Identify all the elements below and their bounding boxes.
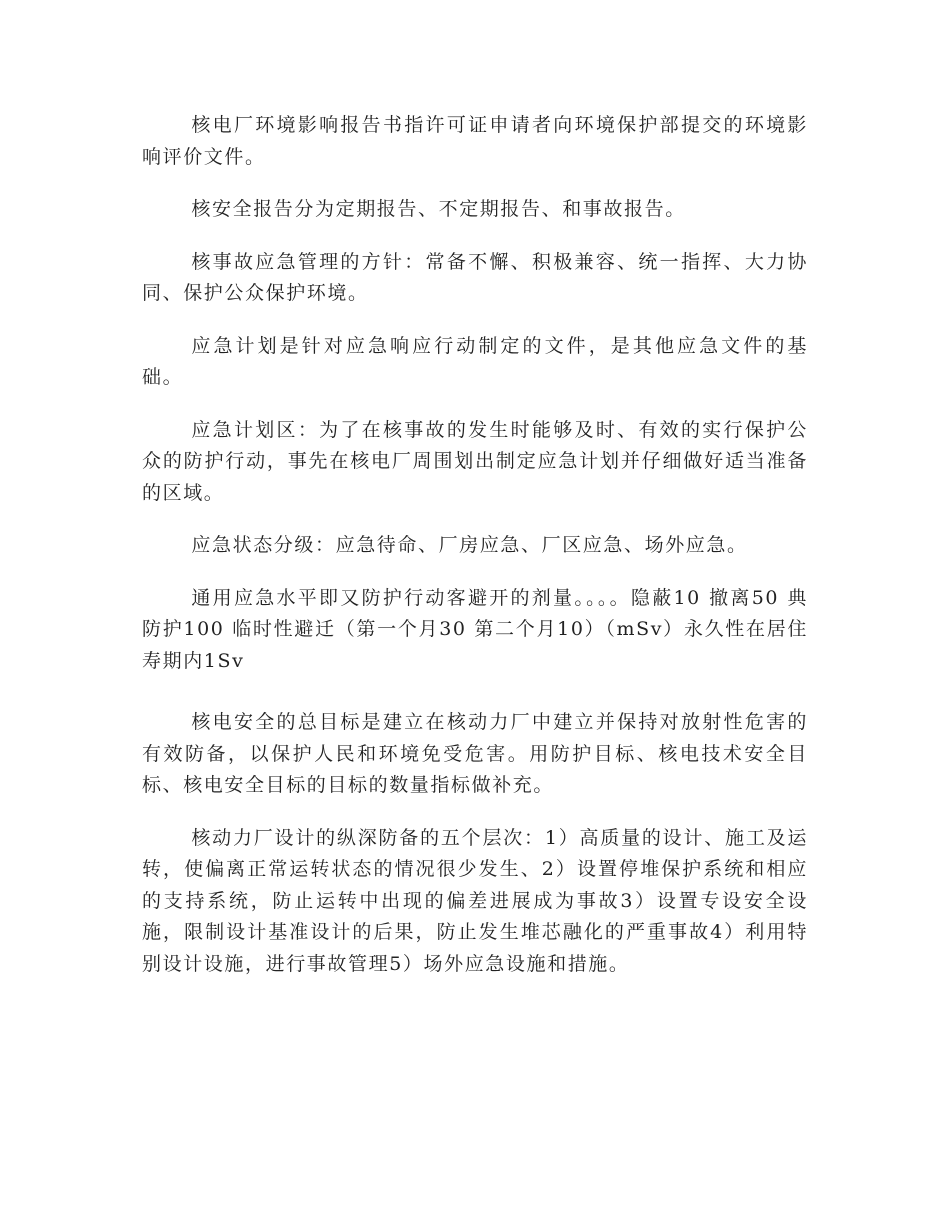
paragraph-defense-in-depth: 核动力厂设计的纵深防备的五个层次：1）高质量的设计、施工及运转，使偏离正常运转状态的情况很少发生、2）设置停堆保护系统和相应的支持系统，防止运转中出现的偏差进展成为事故3）设置专设安全设施，限制设计基准设计的后果，防止发生堆芯融化的严重事故4）利用特别设计设施，进行事故管理5）场外应急设施和措施。 [142, 826, 808, 975]
paragraph-environment-report: 核电厂环境影响报告书指许可证申请者向环境保护部提交的环境影响评价文件。 [142, 114, 808, 168]
document-page [142, 110, 808, 1001]
paragraph-safety-objective: 核电安全的总目标是建立在核动力厂中建立并保持对放射性危害的有效防备，以保护人民和环境免受危害。用防护目标、核电技术安全目标、核电安全目标的目标的数量指标做补充。 [142, 711, 808, 796]
paragraph-emergency-planning-zone: 应急计划区：为了在核事故的发生时能够及时、有效的实行保护公众的防护行动，事先在核电厂周围划出制定应急计划并仔细做好适当准备的区域。 [142, 418, 808, 504]
paragraph-emergency-policy: 核事故应急管理的方针：常备不懈、积极兼容、统一指挥、大力协同、保护公众保护环境。 [142, 250, 808, 304]
paragraph-emergency-levels: 应急状态分级：应急待命、厂房应急、厂区应急、场外应急。 [191, 534, 748, 556]
paragraph-safety-report: 核安全报告分为定期报告、不定期报告、和事故报告。 [191, 198, 686, 220]
paragraph-emergency-plan: 应急计划是针对应急响应行动制定的文件，是其他应急文件的基础。 [142, 334, 808, 388]
paragraph-intervention-levels: 通用应急水平即又防护行动客避开的剂量。。。。隐蔽10 撤离50 典防护100 临时性避迁（第一个月30 第二个月10）（mSv）永久性在居住 寿期内1Sv [142, 586, 808, 672]
